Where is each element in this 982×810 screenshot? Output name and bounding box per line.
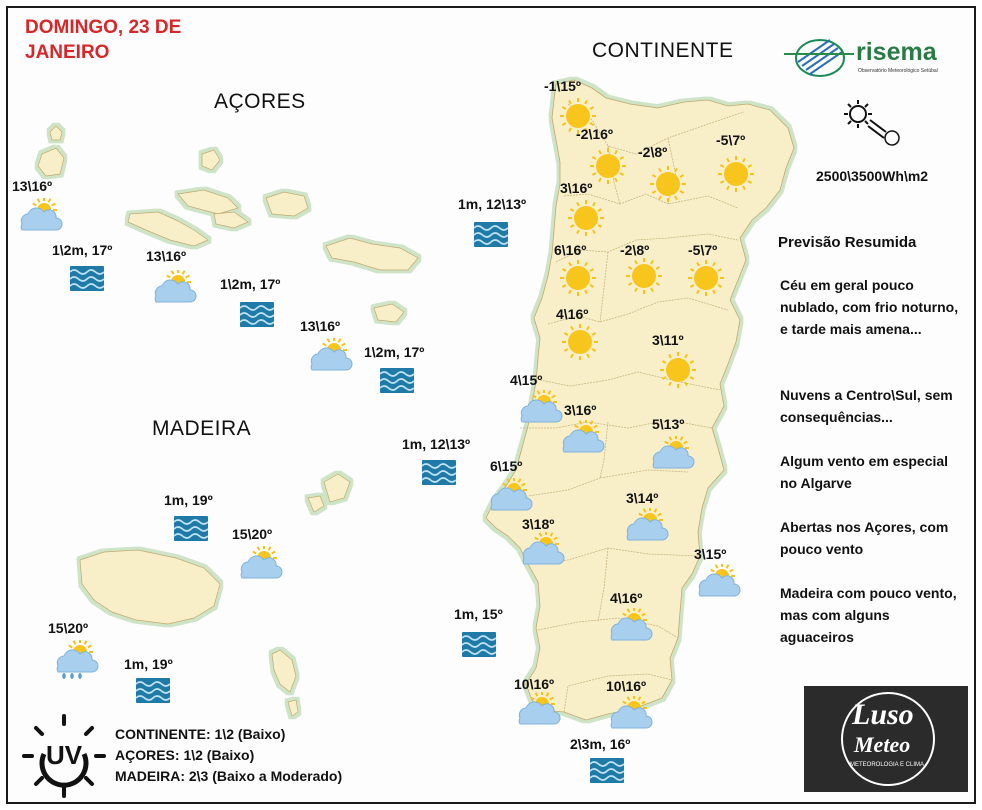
sea-state-label: 1\2m, 17º — [52, 242, 113, 258]
temperature-label: 3\16º — [560, 180, 593, 196]
sun-icon — [656, 352, 704, 392]
partly-cloudy-icon — [516, 390, 564, 430]
temperature-label: 3\18º — [522, 516, 555, 532]
summary-heading: Previsão Resumida — [778, 234, 917, 251]
temperature-label: 6\15º — [490, 458, 523, 474]
sea-wave-icon — [136, 678, 170, 703]
sea-wave-icon — [474, 222, 508, 247]
temperature-label: 3\15º — [694, 546, 727, 562]
partly-cloudy-icon — [486, 478, 534, 518]
sun-icon — [714, 156, 762, 196]
sea-state-label: 1m, 12\13º — [402, 436, 471, 452]
temperature-label: -2\8º — [638, 144, 668, 160]
partly-cloudy-icon — [236, 546, 284, 586]
region-label-azores: AÇORES — [214, 90, 306, 113]
sun-icon — [684, 260, 732, 300]
sea-wave-icon — [240, 302, 274, 327]
risema-name: risema — [856, 38, 937, 66]
partly-cloudy-icon — [306, 338, 354, 378]
partly-cloudy-icon — [150, 270, 198, 310]
temperature-label: 3\16º — [564, 402, 597, 418]
sea-wave-icon — [422, 460, 456, 485]
partly-cloudy-icon — [558, 420, 606, 460]
risema-logo — [784, 32, 966, 82]
map-canvas — [6, 6, 976, 804]
temperature-label: 3\14º — [626, 490, 659, 506]
partly-cloudy-icon — [648, 436, 696, 476]
summary-item: Nuvens a Centro\Sul, sem consequências... — [780, 387, 953, 425]
sea-wave-icon — [462, 632, 496, 657]
temperature-label: -2\16º — [576, 126, 614, 142]
sun-icon — [556, 260, 604, 300]
temperature-label: -2\8º — [620, 242, 650, 258]
temperature-label: -1\15º — [544, 78, 582, 94]
temperature-label: 13\16º — [300, 318, 341, 334]
region-label-continent: CONTINENTE — [592, 39, 734, 62]
temperature-label: 13\16º — [146, 248, 187, 264]
date-title-line2: JANEIRO — [25, 42, 110, 63]
sun-icon — [564, 200, 612, 240]
sun-icon — [622, 258, 670, 298]
rain-shower-icon — [52, 640, 100, 680]
sea-wave-icon — [590, 758, 624, 783]
temperature-label: 13\16º — [12, 178, 53, 194]
lusometeo-logo — [804, 686, 968, 792]
partly-cloudy-icon — [622, 508, 670, 548]
sun-icon — [586, 148, 634, 188]
uv-line: MADEIRA: 2\3 (Baixo a Moderado) — [115, 768, 343, 784]
luso-tagline: METEOROLOGIA E CLIMA — [850, 762, 925, 768]
summary-item: Abertas nos Açores, com pouco vento — [780, 519, 949, 557]
partly-cloudy-icon — [606, 608, 654, 648]
uv-icon-label: UV — [45, 740, 83, 770]
temperature-label: 4\16º — [556, 306, 589, 322]
partly-cloudy-icon — [694, 564, 742, 604]
radiation-value: 2500\3500Wh\m2 — [816, 168, 929, 184]
summary-item: Madeira com pouco vento, mas com alguns aguaceiros — [780, 585, 957, 645]
sea-wave-icon — [174, 516, 208, 541]
sea-state-label: 1m, 19º — [124, 656, 173, 672]
temperature-label: 4\15º — [510, 372, 543, 388]
temperature-label: 15\20º — [48, 620, 89, 636]
temperature-label: 6\16º — [554, 242, 587, 258]
sea-state-label: 1m, 19º — [164, 492, 213, 508]
uv-icon — [22, 714, 106, 798]
luso-line2: Meteo — [854, 732, 911, 757]
sea-state-label: 1m, 15º — [454, 606, 503, 622]
sea-wave-icon — [70, 266, 104, 291]
temperature-label: 4\16º — [610, 590, 643, 606]
sea-state-label: 1\2m, 17º — [364, 344, 425, 360]
temperature-label: 3\11º — [652, 332, 684, 348]
uv-line: AÇORES: 1\2 (Baixo) — [115, 747, 255, 763]
uv-line: CONTINENTE: 1\2 (Baixo) — [115, 726, 286, 742]
temperature-label: 5\13º — [652, 416, 685, 432]
temperature-label: 15\20º — [232, 526, 273, 542]
temperature-label: 10\16º — [514, 676, 555, 692]
region-label-madeira: MADEIRA — [152, 417, 252, 440]
azores-islands — [38, 126, 418, 322]
luso-line1: Luso — [852, 698, 914, 731]
sun-icon — [646, 166, 694, 206]
sea-state-label: 1\2m, 17º — [220, 276, 281, 292]
partly-cloudy-icon — [606, 696, 654, 736]
date-title-line1: DOMINGO, 23 DE — [25, 17, 182, 38]
sun-icon — [558, 324, 606, 364]
sea-state-label: 1m, 12\13º — [458, 196, 527, 212]
madeira-islands — [80, 474, 350, 716]
risema-tagline: Observatório Meteorológico Setúbal — [858, 68, 938, 74]
partly-cloudy-icon — [514, 692, 562, 732]
temperature-label: -5\7º — [688, 242, 718, 258]
partly-cloudy-icon — [518, 532, 566, 572]
sea-wave-icon — [380, 368, 414, 393]
sun-radiation-icon — [844, 100, 904, 148]
summary-item: Algum vento em especial no Algarve — [780, 453, 949, 491]
summary-item: Céu em geral pouco nublado, com frio noturno, e tarde mais amena... — [780, 277, 959, 337]
sea-state-label: 2\3m, 16º — [570, 736, 631, 752]
partly-cloudy-icon — [16, 198, 64, 238]
temperature-label: -5\7º — [716, 132, 746, 148]
temperature-label: 10\16º — [606, 678, 647, 694]
